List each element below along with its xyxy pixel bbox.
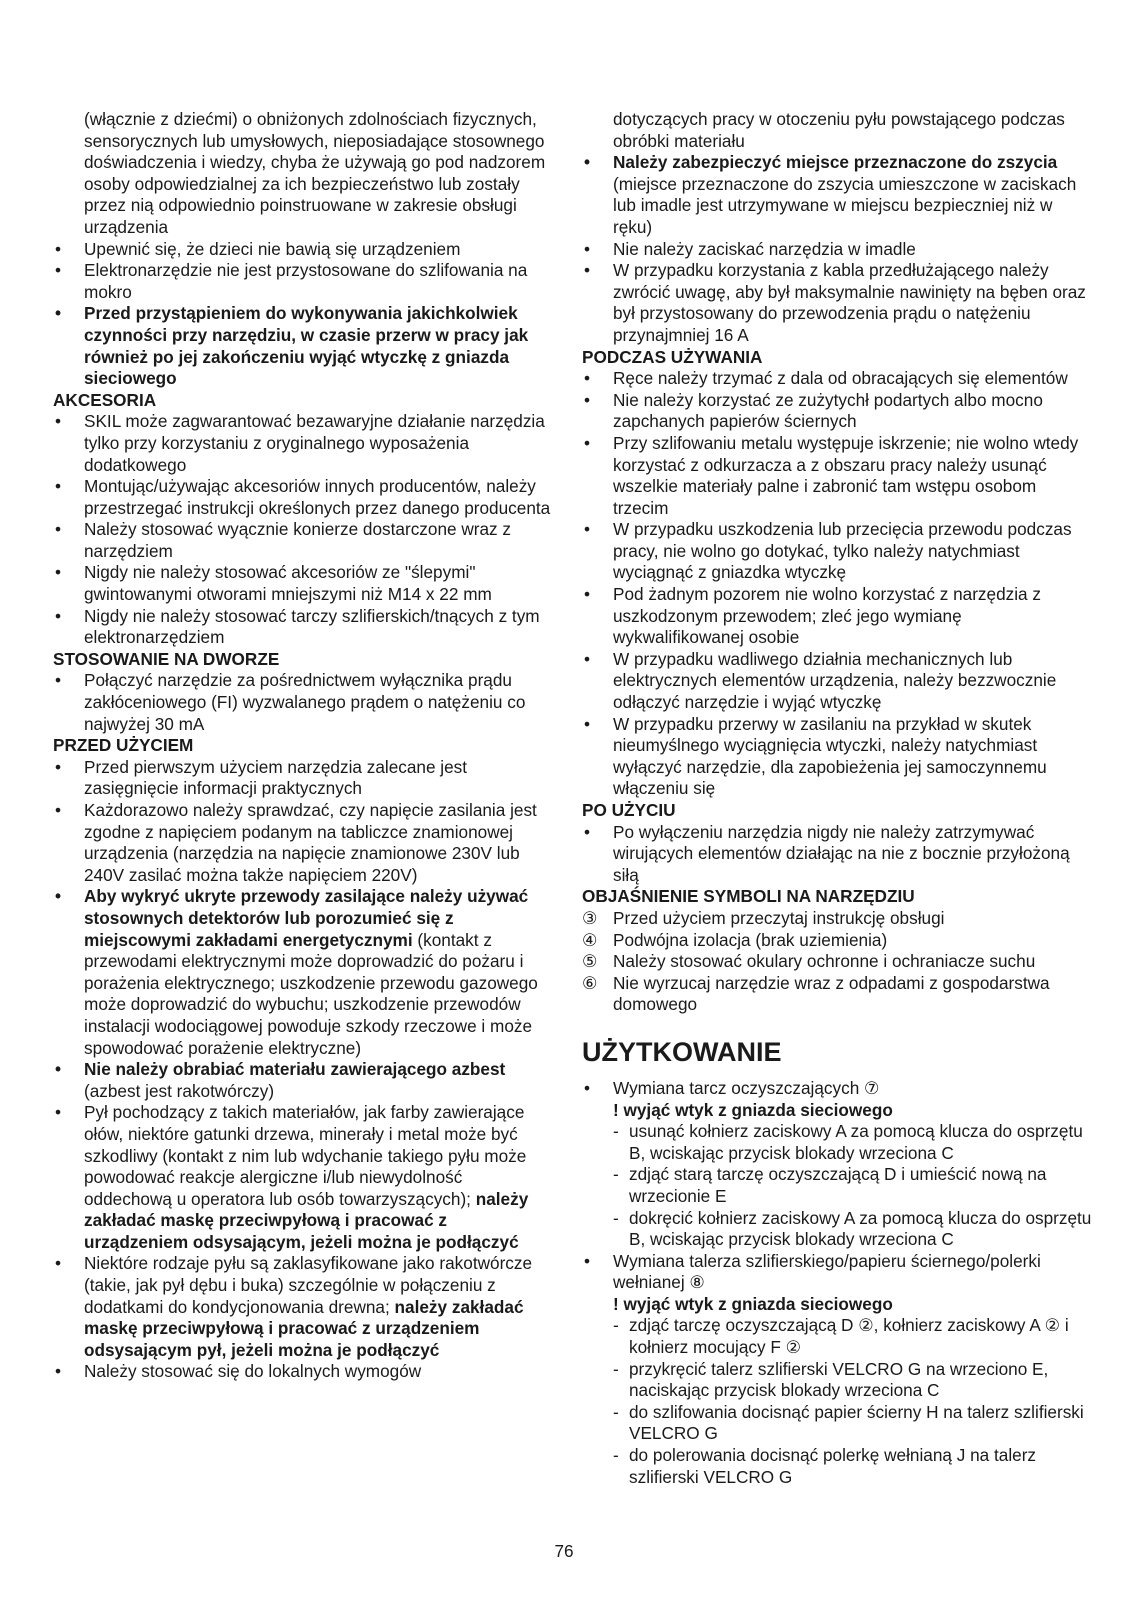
text-segment: do szlifowania docisnąć papier ścierny H na talerz szlifierski VELCRO G bbox=[629, 1401, 1084, 1444]
bullet-marker: • bbox=[55, 476, 62, 497]
bullet-item bbox=[582, 649, 1092, 714]
text-segment: PO UŻYCIU bbox=[582, 800, 676, 820]
bullet-marker: • bbox=[55, 1253, 62, 1274]
bullet-item bbox=[53, 411, 553, 476]
bullet-item bbox=[582, 239, 1092, 261]
dash-marker: - bbox=[613, 1207, 619, 1228]
bullet-marker: • bbox=[55, 670, 62, 691]
bullet-marker: • bbox=[584, 713, 591, 734]
left-column bbox=[53, 109, 553, 1383]
bullet-item bbox=[582, 433, 1092, 519]
symbol-item bbox=[582, 973, 1092, 1016]
symbol-item bbox=[582, 951, 1092, 973]
text-segment: STOSOWANIE NA DWORZE bbox=[53, 648, 280, 669]
bullet-item bbox=[582, 519, 1092, 584]
bullet-item bbox=[53, 303, 553, 389]
dash-marker: - bbox=[613, 1401, 619, 1422]
text-segment: Wymiana talerza szlifierskiego/papieru ściernego/polerki wełnianej ⑧ bbox=[613, 1250, 1041, 1293]
text-segment: Ręce należy trzymać z dala od obracających się elementów bbox=[613, 368, 1068, 389]
text-segment: Przed pierwszym użyciem narzędzia zalecane jest zasięgnięcie informacji praktycznych bbox=[84, 756, 468, 799]
section-heading bbox=[582, 886, 1092, 908]
bullet-marker: • bbox=[55, 562, 62, 583]
dash-subitem bbox=[582, 1445, 1092, 1488]
bullet-item bbox=[582, 822, 1092, 887]
bullet-marker: • bbox=[55, 260, 62, 281]
bullet-item bbox=[582, 584, 1092, 649]
bullet-marker: • bbox=[584, 584, 591, 605]
text-segment: Po wyłączeniu narzędzia nigdy nie należy zatrzymywać wirujących elementów działając na nie z bocznie przyłożoną siłą bbox=[613, 821, 1070, 885]
bullet-item bbox=[53, 1102, 553, 1253]
bold-text: Nie należy obrabiać materiału zawierającego azbest bbox=[84, 1059, 506, 1080]
symbol-number: ④ bbox=[582, 929, 598, 950]
symbol-item bbox=[582, 930, 1092, 952]
text-segment: przykręcić talerz szlifierski VELCRO G na wrzeciono E, naciskając przycisk blokady wrzeciona C bbox=[629, 1358, 1049, 1401]
bullet-marker: • bbox=[584, 821, 591, 842]
symbol-item bbox=[582, 908, 1092, 930]
bullet-marker: • bbox=[584, 368, 591, 389]
text-segment: Wymiana tarcz oczyszczających ⑦ bbox=[613, 1077, 880, 1098]
bullet-marker: • bbox=[55, 411, 62, 432]
bullet-item bbox=[582, 152, 1092, 238]
bold-text: Przed przystąpieniem do wykonywania jakichkolwiek czynności przy narzędziu, w czasie przerw w pracy jak również po jej zakończeniu wyjąć wtyczkę z gniazda sieciowego bbox=[84, 303, 529, 389]
text-segment: W przypadku uszkodzenia lub przecięcia przewodu podczas pracy, nie wolno go dotykać, tylko należy natychmiast wyciągnąć z gniazdka wtyczkę bbox=[613, 519, 1072, 583]
bullet-item bbox=[53, 606, 553, 649]
text-segment: PODCZAS UŻYWANIA bbox=[582, 346, 763, 367]
text-segment: dotyczących pracy w otoczeniu pyłu powstającego podczas obróbki materiału bbox=[613, 109, 1065, 151]
bullet-item bbox=[53, 757, 553, 800]
bullet-marker: • bbox=[584, 389, 591, 410]
text-segment: W przypadku przerwy w zasilaniu na przykład w skutek nieumyślnego wyciągnięcia wtyczki, należy natychmiast wyłączyć narzędzie, dla zapobieżenia jej samoczynnemu włączeniu się bbox=[613, 713, 1047, 799]
text-segment: Przed użyciem przeczytaj instrukcję obsługi bbox=[613, 907, 945, 928]
text-segment: OBJAŚNIENIE SYMBOLI NA NARZĘDZIU bbox=[582, 886, 915, 907]
bullet-marker: • bbox=[55, 886, 62, 907]
bullet-item bbox=[53, 886, 553, 1059]
bullet-marker: • bbox=[584, 1250, 591, 1271]
text-segment: Każdorazowo należy sprawdzać, czy napięcie zasilania jest zgodne z napięciem podanym na tabliczce znamionowej urządzenia (narzędzia na napięcie znamionowe 230V lub 240V zasilać można także napięciem 220V) bbox=[84, 800, 537, 885]
continued-paragraph bbox=[53, 109, 553, 239]
bullet-marker: • bbox=[584, 238, 591, 259]
chapter-heading bbox=[582, 1036, 1092, 1068]
warning-line bbox=[582, 1100, 1092, 1122]
text-segment: dokręcić kołnierz zaciskowy A za pomocą klucza do osprzętu B, wciskając przycisk blokady wrzeciona C bbox=[629, 1207, 1092, 1250]
section-heading bbox=[582, 347, 1092, 369]
bullet-marker: • bbox=[55, 238, 62, 259]
dash-marker: - bbox=[613, 1164, 619, 1185]
text-segment: W przypadku korzystania z kabla przedłużającego należy zwrócić uwagę, aby był maksymalnie nawinięty na bęben oraz był przystosowany do przewodzenia prądu o natężeniu przynajmniej 16 A bbox=[613, 260, 1086, 345]
text-segment: (azbest jest rakotwórczy) bbox=[84, 1080, 275, 1101]
bold-text: Należy zabezpieczyć miejsce przeznaczone do zszycia bbox=[613, 152, 1058, 173]
dash-subitem bbox=[582, 1359, 1092, 1402]
bullet-item bbox=[53, 519, 553, 562]
bold-text: Aby wykryć ukryte przewody zasilające należy używać stosownych detektorów lub porozumieć się z miejscowymi zakładami energetycznymi bbox=[84, 886, 529, 950]
bullet-marker: • bbox=[584, 1077, 591, 1098]
page-number: 76 bbox=[554, 1541, 574, 1561]
text-segment: Montując/używając akcesoriów innych producentów, należy przestrzegać instrukcji określonych przez danego producenta bbox=[84, 476, 551, 518]
text-segment: Pod żadnym pozorem nie wolno korzystać z narzędzia z uszkodzonym przewodem; zleć jego wymianę wykwalifikowanej osobie bbox=[613, 584, 1041, 648]
text-segment: UŻYTKOWANIE bbox=[582, 1036, 782, 1067]
bullet-item bbox=[53, 476, 553, 519]
section-heading bbox=[582, 800, 1092, 822]
text-segment: Nigdy nie należy stosować akcesoriów ze "ślepymi" gwintowanymi otworami mniejszymi niż M14 x 22 mm bbox=[84, 562, 492, 605]
continued-paragraph bbox=[582, 109, 1092, 152]
dash-subitem bbox=[582, 1164, 1092, 1207]
bullet-item bbox=[53, 800, 553, 886]
bullet-marker: • bbox=[584, 260, 591, 281]
dash-marker: - bbox=[613, 1445, 619, 1466]
text-segment: ! wyjąć wtyk z gniazda sieciowego bbox=[613, 1293, 893, 1314]
text-segment: (miejsce przeznaczone do zszycia umieszczone w zaciskach lub imadle jest utrzymywane w miejscu bezpieczniej niż w ręku) bbox=[613, 173, 1077, 237]
bullet-item bbox=[53, 239, 553, 261]
dash-marker: - bbox=[613, 1358, 619, 1379]
text-segment: ! wyjąć wtyk z gniazda sieciowego bbox=[613, 1099, 893, 1120]
text-segment: Nie należy zaciskać narzędzia w imadle bbox=[613, 238, 916, 259]
text-segment: Upewnić się, że dzieci nie bawią się urządzeniem bbox=[84, 238, 461, 259]
bullet-marker: • bbox=[55, 756, 62, 777]
bullet-marker: • bbox=[584, 648, 591, 669]
text-segment: Przy szlifowaniu metalu występuje iskrzenie; nie wolno wtedy korzystać z odkurzacza a z obszaru pracy należy usunąć wszelkie materiały palne i zabronić tam wstępu osobom trzecim bbox=[613, 432, 1079, 518]
bullet-item bbox=[53, 670, 553, 735]
text-segment: SKIL może zagwarantować bezawaryjne działanie narzędzia tylko przy korzystaniu z oryginalnego wyposażenia dodatkowego bbox=[84, 411, 545, 475]
text-segment: (włącznie z dziećmi) o obniżonych zdolnościach fizycznych, sensorycznych lub umysłowych, nieposiadające stosownego doświadczenia i wiedzy, chyba że używają go pod nadzorem osoby odpowiedzialnej za ich bezpieczeństwo lub zostały przez nią odpowiednio poinstruowane w zakresie obsługi urządzenia bbox=[84, 109, 546, 237]
text-segment: Elektronarzędzie nie jest przystosowane do szlifowania na mokro bbox=[84, 260, 528, 302]
bullet-item bbox=[53, 562, 553, 605]
text-segment: Nigdy nie należy stosować tarczy szlifierskich/tnących z tym elektronarzędziem bbox=[84, 605, 540, 648]
text-segment: Należy stosować wyącznie konierze dostarczone wraz z narzędziem bbox=[84, 519, 512, 561]
text-segment: Nie wyrzucaj narzędzie wraz z odpadami z gospodarstwa domowego bbox=[613, 972, 1050, 1015]
text-segment: zdjąć starą tarczę oczyszczającą D i umieścić nową na wrzecionie E bbox=[629, 1164, 1047, 1206]
text-segment: Należy stosować się do lokalnych wymogów bbox=[84, 1361, 422, 1382]
bullet-marker: • bbox=[55, 303, 62, 324]
section-heading bbox=[53, 735, 553, 757]
bullet-item bbox=[53, 260, 553, 303]
warning-line bbox=[582, 1294, 1092, 1316]
dash-subitem bbox=[582, 1402, 1092, 1445]
text-segment: W przypadku wadliwego działnia mechanicznych lub elektrycznych elementów urządzenia, należy bezzwocznie odłączyć narzędzie i wyjąć wtyczkę bbox=[613, 648, 1057, 713]
bullet-item bbox=[582, 1078, 1092, 1100]
dash-subitem bbox=[582, 1208, 1092, 1251]
bullet-marker: • bbox=[55, 1102, 62, 1123]
text-segment: Pył pochodzący z takich materiałów, jak farby zawierające ołów, niektóre gatunki drzewa, minerały i metal może być szkodliwy (kontakt z nim lub wdychanie takiego pyłu może powodować reakcje alergiczne i/lub niewydolność oddechową u operatora lub osób towarzyszących); bbox=[84, 1102, 527, 1209]
bullet-marker: • bbox=[584, 432, 591, 453]
text-segment: Połączyć narzędzie za pośrednictwem wyłącznika prądu zakłóceniowego (FI) wyzwalanego prądem o natężeniu co najwyżej 30 mA bbox=[84, 670, 526, 734]
bullet-item bbox=[582, 368, 1092, 390]
symbol-number: ⑤ bbox=[582, 951, 598, 972]
symbol-number: ③ bbox=[582, 907, 598, 928]
bullet-item bbox=[53, 1253, 553, 1361]
text-segment: Podwójna izolacja (brak uziemienia) bbox=[613, 929, 888, 950]
text-segment: AKCESORIA bbox=[53, 389, 157, 410]
bullet-item bbox=[53, 1059, 553, 1102]
bullet-marker: • bbox=[55, 519, 62, 540]
text-segment: zdjąć tarczę oczyszczającą D ②, kołnierz zaciskowy A ② i kołnierz mocujący F ② bbox=[629, 1315, 1069, 1358]
bullet-marker: • bbox=[584, 152, 591, 173]
bullet-item bbox=[53, 1361, 553, 1383]
bullet-marker: • bbox=[55, 605, 62, 626]
symbol-number: ⑥ bbox=[582, 972, 598, 993]
bullet-item bbox=[582, 390, 1092, 433]
text-segment: Niektóre rodzaje pyłu są zaklasyfikowane jako rakotwórcze (takie, jak pył dębu i buka) szczególnie w połączeniu z dodatkami do kondycjonowania drewna; bbox=[84, 1253, 533, 1317]
dash-marker: - bbox=[613, 1315, 619, 1336]
text-segment: usunąć kołnierz zaciskowy A za pomocą klucza do osprzętu B, wciskając przycisk blokady wrzeciona C bbox=[629, 1121, 1083, 1163]
bullet-marker: • bbox=[55, 1361, 62, 1382]
text-segment: Nie należy korzystać ze zużytychł podartych albo mocno zapchanych papierów ściernych bbox=[613, 389, 1043, 432]
section-heading bbox=[53, 649, 553, 671]
bullet-marker: • bbox=[55, 1059, 62, 1080]
dash-marker: - bbox=[613, 1121, 619, 1142]
bullet-item bbox=[582, 1251, 1092, 1294]
bullet-marker: • bbox=[55, 800, 62, 820]
bold-text: należy zakładać maskę przeciwpyłową i pracować z urządzeniem odsysającym, jeżeli można je podłączyć bbox=[84, 1188, 529, 1252]
bullet-item bbox=[582, 714, 1092, 800]
text-segment: do polerowania docisnąć polerkę wełnianą J na talerz szlifierski VELCRO G bbox=[629, 1445, 1037, 1487]
bullet-marker: • bbox=[584, 519, 591, 540]
text-segment: PRZED UŻYCIEM bbox=[53, 735, 194, 756]
dash-subitem bbox=[582, 1315, 1092, 1358]
dash-subitem bbox=[582, 1121, 1092, 1164]
text-segment: (kontakt z przewodami elektrycznymi może doprowadzić do pożaru i porażenia elektrycznego; uszkodzenie przewodu gazowego może doprowadzić do wybuchu; uszkodzenie przewodów instalacji wodociągowej powoduje szkody rzeczowe i może spowodować porażenie elektryczne) bbox=[84, 929, 538, 1058]
bold-text: należy zakładać maskę przeciwpyłową i pracować z urządzeniem odsysającym pył, jeżeli można je podłączyć bbox=[84, 1296, 524, 1360]
bullet-item bbox=[582, 260, 1092, 346]
section-heading bbox=[53, 390, 553, 412]
right-column bbox=[582, 109, 1092, 1488]
text-segment: Należy stosować okulary ochronne i ochraniacze suchu bbox=[613, 951, 1036, 972]
